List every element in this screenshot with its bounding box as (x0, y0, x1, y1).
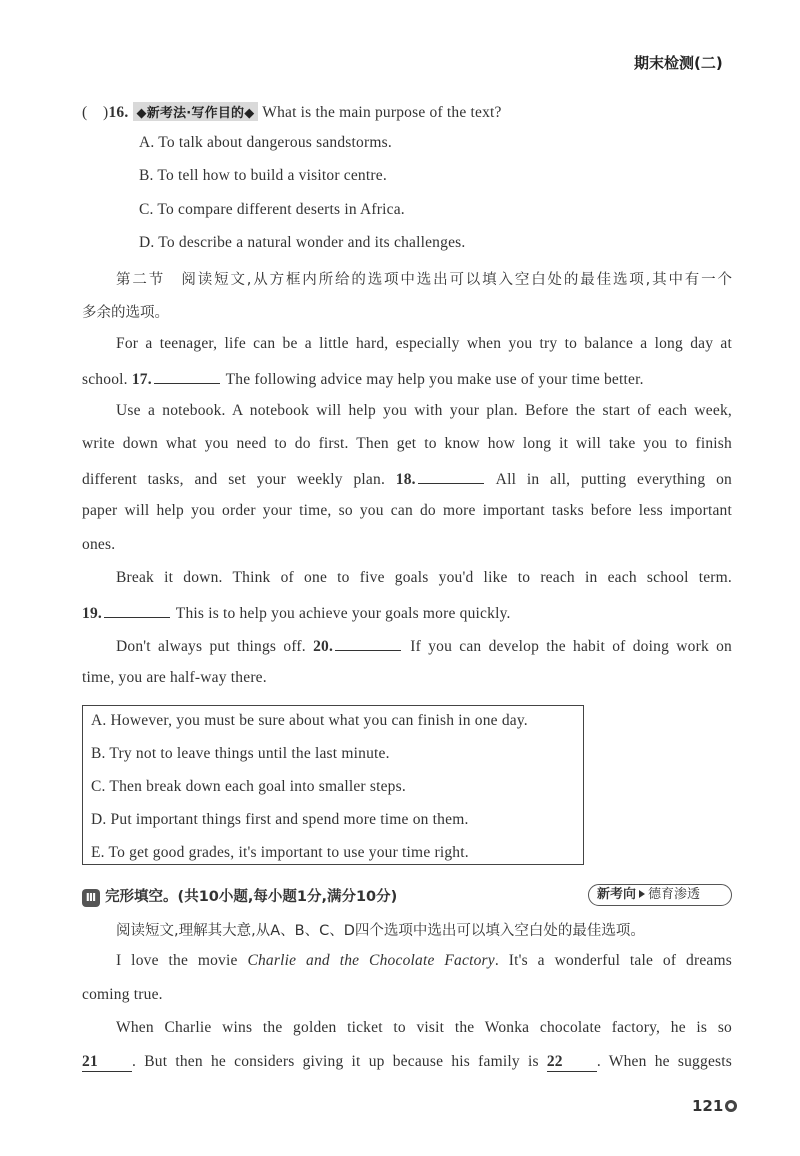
passage-line: For a teenager, life can be a little hard, especially when you try to balance a long day at (116, 335, 732, 352)
box-option-e: E. To get good grades, it's important to use your time right. (91, 844, 469, 861)
movie-title: Charlie and the Chocolate Factory (247, 952, 495, 969)
blank-number-17: 17. (131, 371, 152, 388)
play-arrow-icon (639, 890, 645, 898)
cloze-line: When Charlie wins the golden ticket to visit the Wonka chocolate factory, he is so (116, 1019, 732, 1036)
passage-line: different tasks, and set your weekly plan. 18. All in all, putting everything on (82, 471, 732, 488)
blank-18[interactable] (418, 469, 484, 484)
cloze-line: I love the movie Charlie and the Chocolate Factory. It's a wonderful tale of dreams (116, 952, 732, 969)
passage-line: 19. This is to help you achieve your goals more quickly. (82, 605, 511, 622)
box-option-d: D. Put important things first and spend more time on them. (91, 811, 469, 828)
cloze-line: 21 . But then he considers giving it up because his family is 22 . When he suggests (82, 1053, 733, 1070)
passage-line: ones. (82, 536, 116, 553)
passage-line: write down what you need to do first. Then get to know how long it will take you to finish (82, 435, 732, 452)
blank-17[interactable] (154, 369, 220, 384)
question-text: What is the main purpose of the text? (262, 104, 502, 121)
blank-number-18: 18. (395, 471, 416, 488)
question-type-tag: ◆新考法·写作目的◆ (133, 102, 259, 121)
question-number: 16. (108, 104, 129, 121)
cloze-blank-21[interactable]: 21 (82, 1053, 132, 1072)
section2-instruction-cont: 多余的选项。 (82, 305, 169, 321)
section2-instruction: 第二节 阅读短文,从方框内所给的选项中选出可以填入空白处的最佳选项,其中有一个 (116, 272, 732, 288)
page-header-title: 期末检测(二) (634, 54, 723, 72)
blank-19[interactable] (104, 603, 170, 618)
option-c: C. To compare different deserts in Africa. (139, 201, 405, 218)
box-option-c: C. Then break down each goal into smaller steps. (91, 778, 406, 795)
blank-20[interactable] (335, 636, 401, 651)
blank-number-20: 20. (313, 638, 334, 655)
passage-line: Use a notebook. A notebook will help you with your plan. Before the start of each week, (116, 402, 732, 419)
blank-number-19: 19. (82, 605, 102, 622)
passage-line: time, you are half-way there. (82, 669, 267, 686)
new-direction-badge: 新考向 德育渗透 (588, 884, 732, 906)
passage-line: Break it down. Think of one to five goals you'd like to reach in each school term. (116, 569, 732, 586)
box-option-b: B. Try not to leave things until the last minute. (91, 745, 390, 762)
option-a: A. To talk about dangerous sandstorms. (139, 134, 392, 151)
options-box (82, 705, 584, 865)
option-b: B. To tell how to build a visitor centre. (139, 167, 387, 184)
gear-icon (725, 1100, 737, 1112)
part3-title: Ⅲ 完形填空。(共10小题,每小题1分,满分10分) (82, 885, 397, 907)
passage-line: Don't always put things off. 20. If you can develop the habit of doing work on (116, 638, 732, 655)
box-option-a: A. However, you must be sure about what you can finish in one day. (91, 712, 528, 729)
section-number-icon: Ⅲ (82, 889, 100, 907)
page-number: 121 (692, 1097, 737, 1115)
part3-instruction: 阅读短文,理解其大意,从A、B、C、D四个选项中选出可以填入空白处的最佳选项。 (116, 923, 645, 939)
answer-paren: ( ) (82, 104, 109, 121)
cloze-line: coming true. (82, 986, 163, 1003)
passage-line: paper will help you order your time, so you can do more important tasks before less important (82, 502, 732, 519)
question-16-stem (82, 100, 502, 122)
cloze-blank-22[interactable]: 22 (547, 1053, 597, 1072)
option-d: D. To describe a natural wonder and its challenges. (139, 234, 466, 251)
passage-line: school. 17. The following advice may help you make use of your time better. (82, 371, 644, 388)
